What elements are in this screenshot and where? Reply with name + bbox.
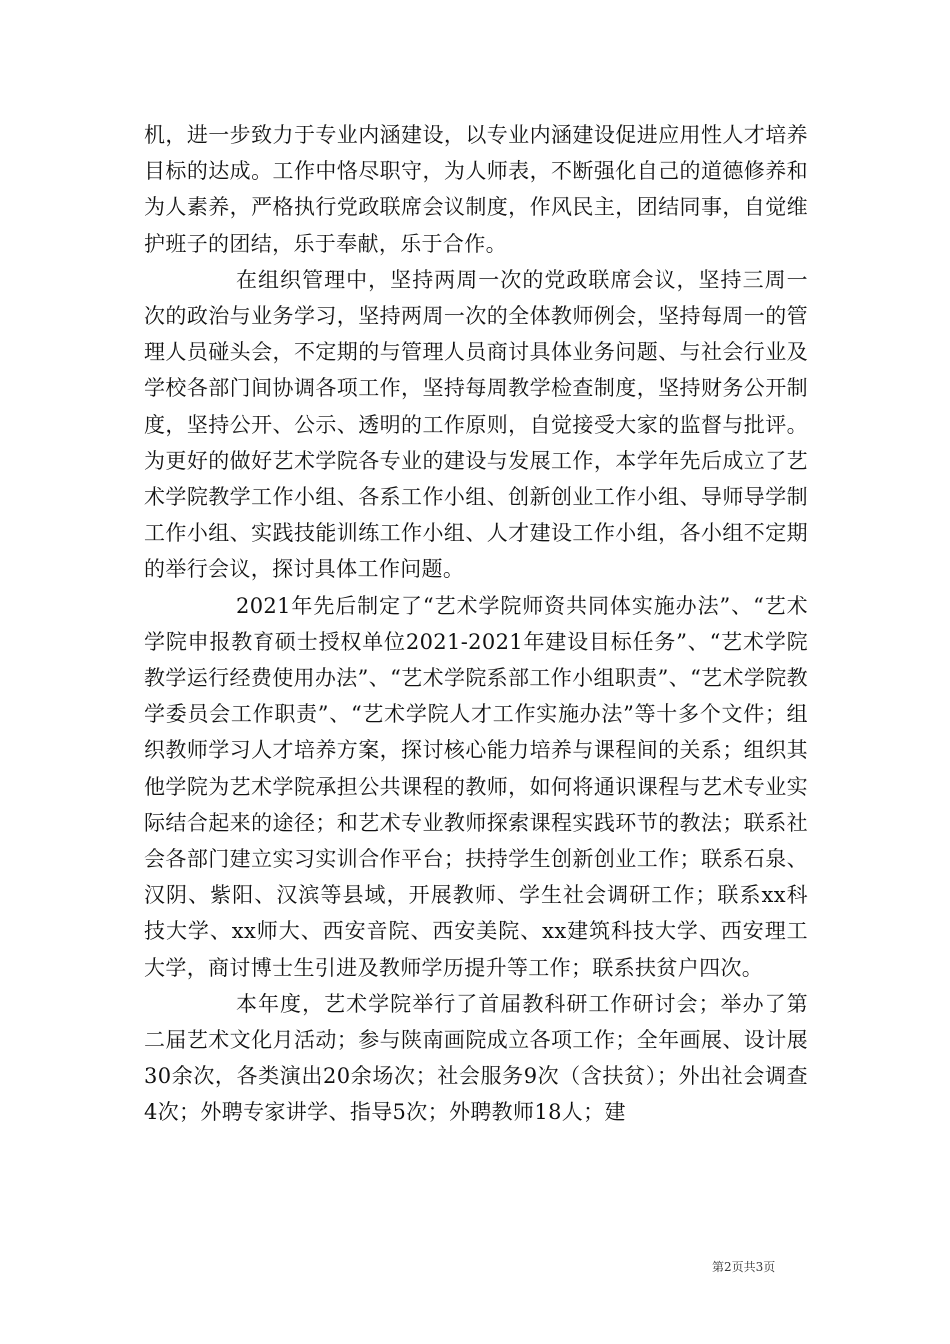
paragraph-1: 机，进一步致力于专业内涵建设，以专业内涵建设促进应用性人才培养目标的达成。工作中恪尽职守，为人师表，不断强化自己的道德修养和为人素养，严格执行党政联席会议制度，作风民主，团结同事，自觉维护班子的团结，乐于奉献，乐于合作。 bbox=[144, 123, 808, 256]
document-body bbox=[144, 117, 808, 1131]
paragraph-3: 2021年先后制定了“艺术学院师资共同体实施办法”、“艺术学院申报教育硕士授权单位2021-2021年建设目标任务”、“艺术学院教学运行经费使用办法”、“艺术学院系部工作小组职责”、“艺术学院教学委员会工作职责”、“艺术学院人才工作实施办法”等十多个文件；组织教师学习人才培养方案，探讨核心能力培养与课程间的关系；组织其他学院为艺术学院承担公共课程的教师，如何将通识课程与艺术专业实际结合起来的途径；和艺术专业教师探索课程实践环节的教法；联系社会各部门建立实习实训合作平台；扶持学生创新创业工作；联系石泉、汉阴、紫阳、汉滨等县域，开展教师、学生社会调研工作；联系xx科技大学、xx师大、西安音院、西安美院、xx建筑科技大学、西安理工大学，商讨博士生引进及教师学历提升等工作；联系扶贫户四次。 bbox=[144, 593, 808, 980]
paragraph-4: 本年度，艺术学院举行了首届教科研工作研讨会；举办了第二届艺术文化月活动；参与陕南画院成立各项工作；全年画展、设计展30余次，各类演出20余场次；社会服务9次（含扶贫）；外出社会调查4次；外聘专家讲学、指导5次；外聘教师18人；建 bbox=[144, 991, 808, 1125]
paragraph-2: 在组织管理中，坚持两周一次的党政联席会议，坚持三周一次的政治与业务学习，坚持两周一次的全体教师例会，坚持每周一的管理人员碰头会，不定期的与管理人员商讨具体业务问题、与社会行业及学校各部门间协调各项工作，坚持每周教学检查制度，坚持财务公开制度，坚持公开、公示、透明的工作原则，自觉接受大家的监督与批评。为更好的做好艺术学院各专业的建设与发展工作，本学年先后成立了艺术学院教学工作小组、各系工作小组、创新创业工作小组、导师导学制工作小组、实践技能训练工作小组、人才建设工作小组，各小组不定期的举行会议，探讨具体工作问题。 bbox=[144, 267, 808, 582]
page-number: 第2页共3页 bbox=[712, 1260, 776, 1274]
